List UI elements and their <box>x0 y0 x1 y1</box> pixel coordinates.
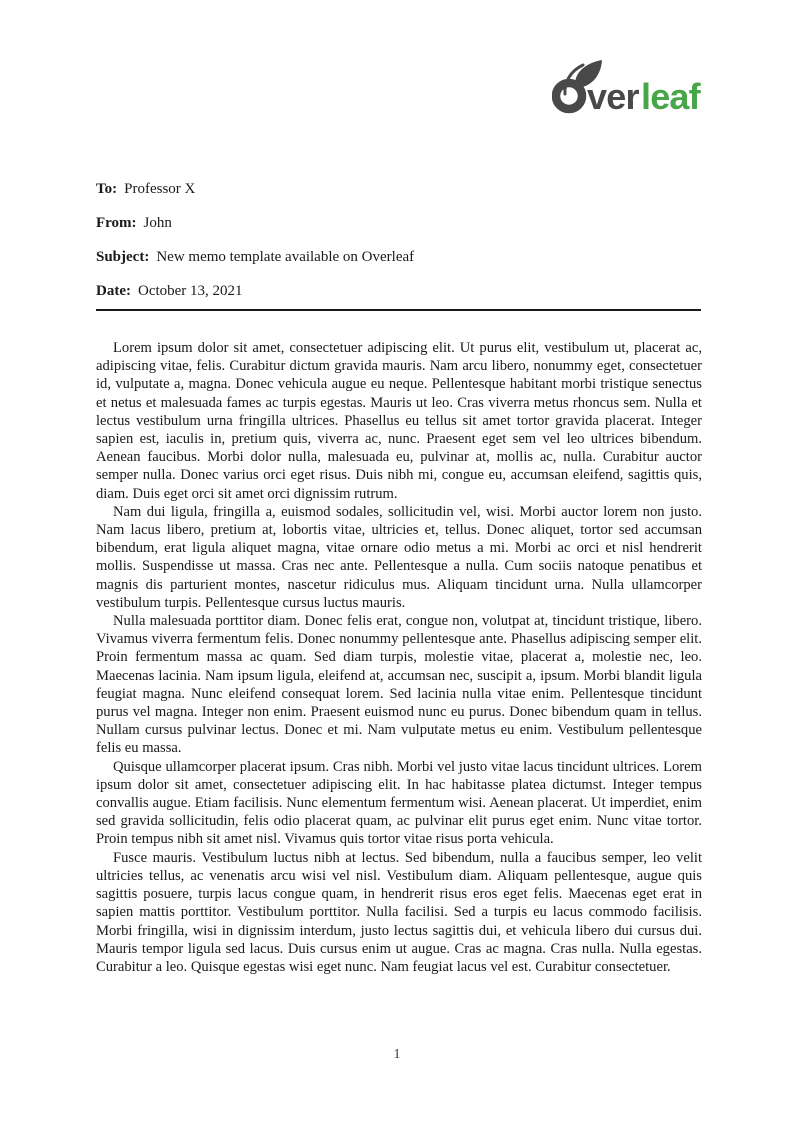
logo-text-green: leaf <box>641 76 700 116</box>
memo-header <box>96 180 706 316</box>
memo-field-label: From: <box>96 215 137 231</box>
document-body <box>96 339 702 976</box>
memo-field-value: Professor X <box>124 181 196 197</box>
memo-field-subject <box>96 248 706 267</box>
memo-field-label: Date: <box>96 283 131 299</box>
memo-field-label: Subject: <box>96 249 150 265</box>
memo-field-label: To: <box>96 181 118 197</box>
memo-field-to <box>96 180 706 199</box>
memo-field-value: John <box>143 215 172 231</box>
divider-rule <box>96 309 701 311</box>
paragraph: Lorem ipsum dolor sit amet, consectetuer adipiscing elit. Ut purus elit, vestibulum ut, placerat ac, adipiscing vitae, felis. Curabitur dictum gravida mauris. Nam arcu libero, nonummy eget, consectetuer id, vulputate a, magna. Donec vehicula augue eu neque. Pellentesque habitant morbi tristique senectus et netus et malesuada fames ac turpis egestas. Mauris ut leo. Cras viverra metus rhoncus sem. Nulla et lectus vestibulum urna fringilla ultrices. Phasellus eu tellus sit amet tortor gravida placerat. Integer sapien est, iaculis in, pretium quis, viverra ac, nunc. Praesent eget sem vel leo ultrices bibendum. Aenean faucibus. Morbi dolor nulla, malesuada eu, pulvinar at, mollis ac, nulla. Curabitur auctor semper nulla. Donec varius orci eget risus. Duis nibh mi, congue eu, accumsan eleifend, sagittis quis, diam. Duis eget orci sit amet orci dignissim rutrum. <box>96 340 702 502</box>
logo-o-ring <box>556 83 582 109</box>
paragraph: Nam dui ligula, fringilla a, euismod sodales, sollicitudin vel, wisi. Morbi auctor lorem non justo. Nam lacus libero, pretium at, lobortis vitae, ultricies et, tellus. Donec aliquet, tortor sed accumsan bibendum, erat ligula aliquet magna, vitae ornare odio metus a mi. Morbi ac orci et nisl hendrerit mollis. Suspendisse ut massa. Cras nec ante. Pellentesque a nulla. Cum sociis natoque penatibus et magnis dis parturient montes, nascetur ridiculus mus. Aliquam tincidunt urna. Nulla ullamcorper vestibulum turpis. Pellentesque cursus luctus mauris. <box>96 503 702 611</box>
memo-field-value: October 13, 2021 <box>137 283 243 299</box>
memo-field-value: New memo template available on Overleaf <box>156 249 415 265</box>
memo-field-date <box>96 282 706 301</box>
overleaf-logo <box>552 59 708 116</box>
paragraph: Fusce mauris. Vestibulum luctus nibh at lectus. Sed bibendum, nulla a faucibus semper, leo velit ultricies tellus, ac venenatis arcu wisi vel nisl. Vestibulum diam. Aliquam pellentesque, augue quis sagittis posuere, turpis lacus congue quam, in hendrerit risus eros eget felis. Maecenas eget erat in sapien mattis porttitor. Vestibulum porttitor. Nulla facilisi. Sed a turpis eu lacus commodo facilisis. Morbi fringilla, wisi in dignissim interdum, justo lectus sagittis dui, et vehicula libero dui cursus dui. Mauris tempor ligula sed lacus. Duis cursus enim ut augue. Cras ac magna. Cras nulla. Nulla egestas. Curabitur a leo. Quisque egestas wisi eget nunc. Nam feugiat lacus vel est. Curabitur consectetuer. <box>96 849 702 975</box>
memo-field-from <box>96 214 706 233</box>
page-footer <box>0 1047 794 1063</box>
paragraph: Quisque ullamcorper placerat ipsum. Cras nibh. Morbi vel justo vitae lacus tincidunt ultrices. Lorem ipsum dolor sit amet, consectetuer adipiscing elit. In hac habitasse platea dictumst. Integer tempus convallis augue. Etiam facilisis. Nunc elementum fermentum wisi. Aenean placerat. Ut imperdiet, enim sed gravida sollicitudin, felis odio placerat quam, ac pulvinar elit purus eget enim. Nunc vitae tortor. Proin tempus nibh sit amet nisl. Vivamus quis tortor vitae risus porta vehicula. <box>96 758 702 848</box>
page-number: 1 <box>393 1047 401 1062</box>
overleaf-logo-svg <box>552 59 708 116</box>
logo-text-gray: ver <box>587 76 639 116</box>
paragraph: Nulla malesuada porttitor diam. Donec felis erat, congue non, volutpat at, tincidunt tristique, libero. Vivamus viverra fermentum felis. Donec nonummy pellentesque ante. Phasellus adipiscing semper elit. Proin fermentum massa ac quam. Sed diam turpis, molestie vitae, placerat a, molestie nec, leo. Maecenas lacinia. Nam ipsum ligula, eleifend at, accumsan nec, suscipit a, ipsum. Morbi blandit ligula feugiat magna. Nunc eleifend consequat lorem. Sed lacinia nulla vitae enim. Pellentesque tincidunt purus vel magna. Integer non enim. Praesent euismod nunc eu purus. Donec bibendum quam in tellus. Nullam cursus pulvinar lectus. Donec et mi. Nam vulputate metus eu enim. Vestibulum pellentesque felis eu massa. <box>96 613 702 757</box>
